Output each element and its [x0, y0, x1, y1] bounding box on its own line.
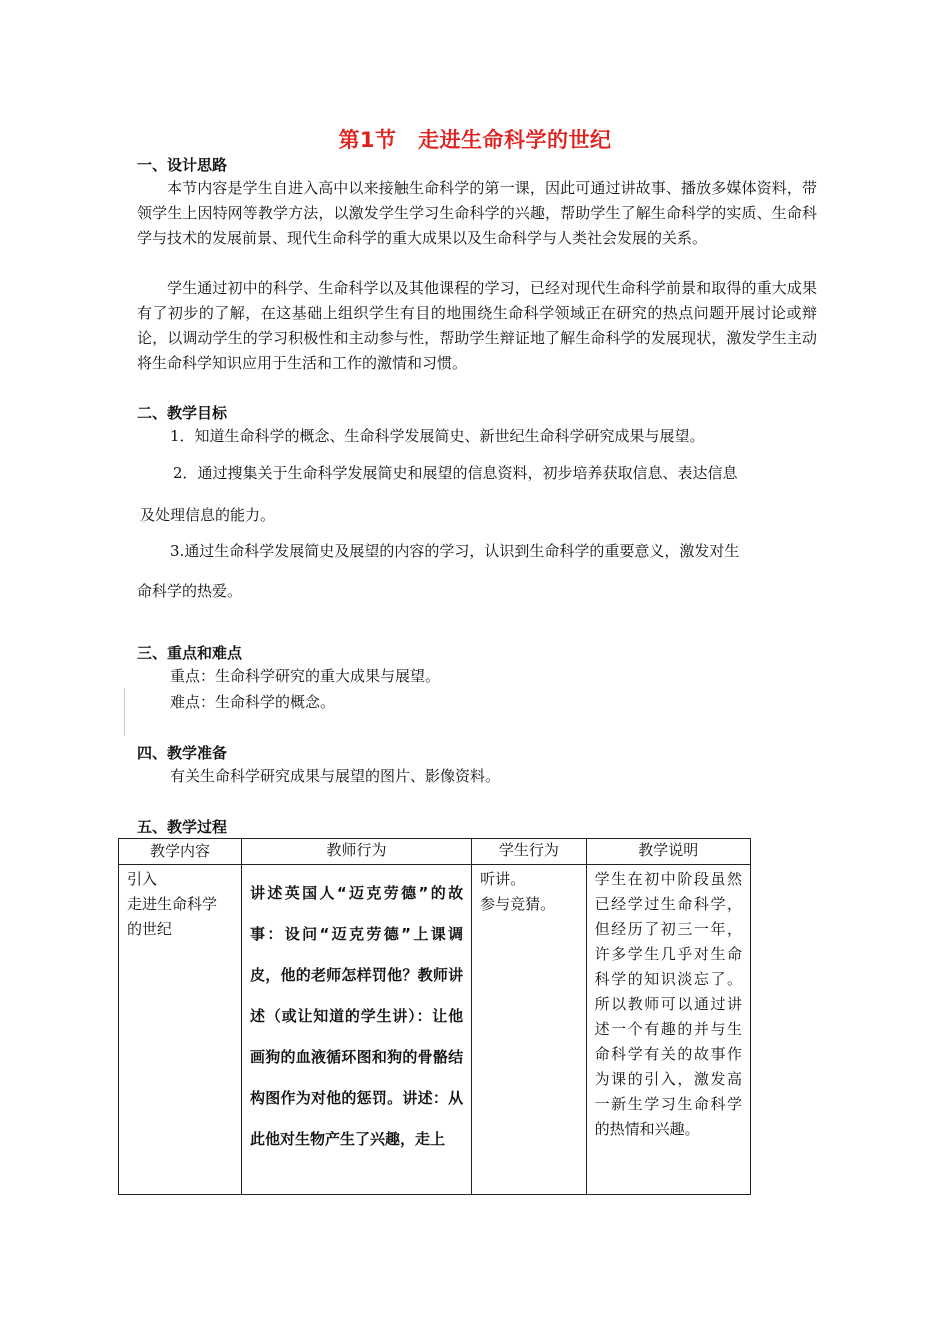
section-heading-preparation: 四、教学准备 — [137, 744, 228, 762]
cell-content — [119, 865, 242, 1195]
content-line-1: 引入 — [127, 870, 158, 888]
cell-teacher: 讲述英国人“迈克劳德”的故事：设问“迈克劳德”上课调皮，他的老师怎样罚他？教师讲述（或让知道的学生讲）：让他画狗的血液循环图和狗的骨骼结构图作为对他的惩罚。讲述：从此他对生物产生了兴趣，走上 — [242, 865, 472, 1195]
goal-2-line-2: 及处理信息的能力。 — [140, 506, 276, 524]
table-header-row — [119, 839, 751, 865]
section-heading-key-points: 三、重点和难点 — [137, 644, 243, 662]
content-line-3: 的世纪 — [127, 920, 173, 938]
page-title: 第1节 走进生命科学的世纪 — [338, 128, 612, 152]
key-point: 重点：生命科学研究的重大成果与展望。 — [170, 667, 441, 685]
difficult-point: 难点：生命科学的概念。 — [170, 693, 336, 711]
content-line-2: 走进生命科学 — [127, 895, 218, 913]
section-heading-goals: 二、教学目标 — [137, 404, 228, 422]
header-content: 教学内容 — [119, 839, 242, 865]
student-line-1: 听讲。 — [480, 870, 526, 888]
student-line-2: 参与竞猜。 — [480, 895, 556, 913]
design-paragraph-1: 本节内容是学生自进入高中以来接触生命科学的第一课，因此可通过讲故事、播放多媒体资料，带领学生上因特网等教学方法，以激发学生学习生命科学的兴趣，帮助学生了解生命科学的实质、生命科学与技术的发展前景、现代生命科学的重大成果以及生命科学与人类社会发展的关系。 — [137, 179, 817, 247]
goal-3-line-1: 3.通过生命科学发展简史及展望的内容的学习，认识到生命科学的重要意义，激发对生 — [170, 542, 740, 560]
design-paragraph-2: 学生通过初中的科学、生命科学以及其他课程的学习，已经对现代生命科学前景和取得的重大成果有了初步的了解，在这基础上组织学生有目的地围绕生命科学领域正在研究的热点问题开展讨论或辩论，以调动学生的学习积极性和主动参与性，帮助学生辩证地了解生命科学的发展现状，激发学生主动将生命科学知识应用于生活和工作的激情和习惯。 — [137, 279, 817, 372]
goal-3-line-2: 命科学的热爱。 — [137, 582, 243, 600]
goal-2-line-1: 2．通过搜集关于生命科学发展简史和展望的信息资料，初步培养获取信息、表达信息 — [173, 464, 738, 482]
section-heading-process: 五、教学过程 — [137, 818, 228, 836]
process-table — [118, 838, 751, 1195]
preparation-text: 有关生命科学研究成果与展望的图片、影像资料。 — [170, 767, 501, 785]
header-teacher: 教师行为 — [242, 839, 472, 865]
header-note: 教学说明 — [586, 839, 750, 865]
header-student: 学生行为 — [472, 839, 587, 865]
margin-bar — [124, 688, 125, 736]
cell-student — [472, 865, 587, 1195]
cell-note: 学生在初中阶段虽然已经学过生命科学，但经历了初三一年，许多学生几乎对生命科学的知识淡忘了。所以教师可以通过讲述一个有趣的并与生命科学有关的故事作为课的引入，激发高一新生学习生命科学的热情和兴趣。 — [586, 865, 750, 1195]
table-row — [119, 865, 751, 1195]
section-heading-design: 一、设计思路 — [137, 156, 228, 174]
goal-1: 1．知道生命科学的概念、生命科学发展简史、新世纪生命科学研究成果与展望。 — [170, 427, 705, 445]
